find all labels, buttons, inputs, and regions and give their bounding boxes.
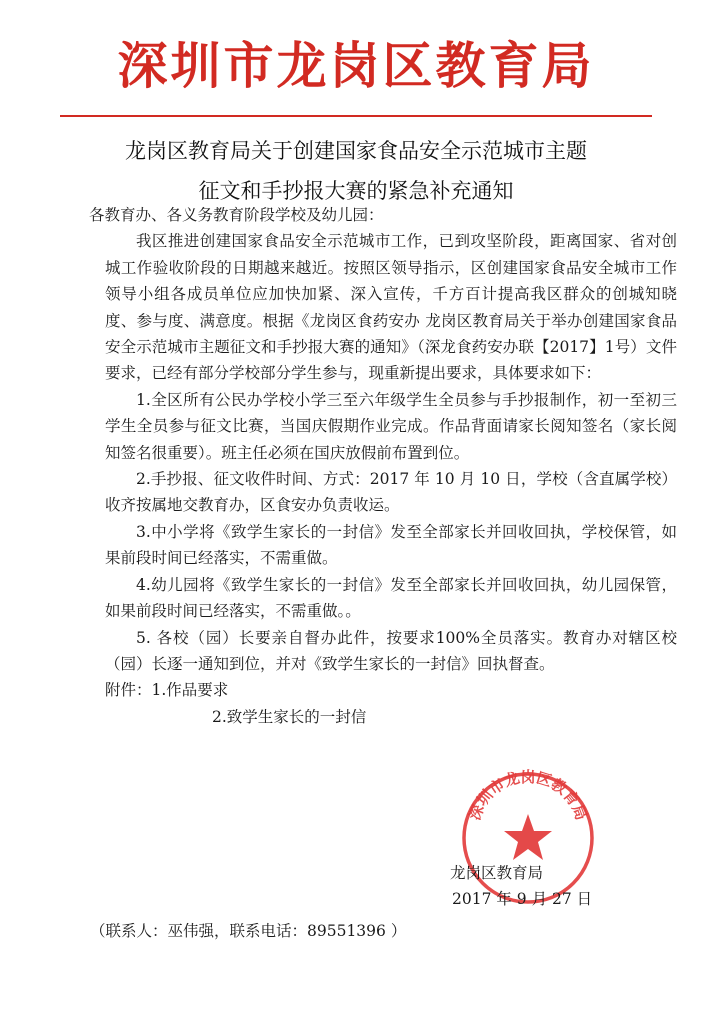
masthead-divider [60,115,652,117]
requirement-item-3: 3.中小学将《致学生家长的一封信》发至全部家长并回收回执，学校保管，如果前段时间已经落实，不需重做。 [105,522,677,568]
requirement-item-4: 4.幼儿园将《致学生家长的一封信》发至全部家长并回收回执，幼儿园保管，如果前段时间已经落实，不需重做。。 [105,575,677,621]
issue-date: 2017 年 9 月 27 日 [452,890,593,908]
attachment-2: 2.致学生家长的一封信 [212,707,367,726]
masthead-title: 深圳市龙岗区教育局 [117,36,595,95]
document-title-line-2: 征文和手抄报大赛的紧急补充通知 [198,179,514,203]
signer: 龙岗区教育局 [450,864,544,882]
requirement-item-2: 2.手抄报、征文收件时间、方式：2017 年 10 月 10 日，学校（含直属学校）收齐按属地交教育办，区食安办负责收运。 [105,470,677,515]
svg-text:深圳市龙岗区教育局: 深圳市龙岗区教育局 [465,768,591,823]
requirement-item-1: 1.全区所有公民办学校小学三至六年级学生全员参与手抄报制作，初一至初三学生全员参与征文比赛，当国庆假期作业完成。作品背面请家长阅知签名（家长阅知签名很重要）。班主任必须在国庆放假前布置到位。 [105,390,677,462]
contact-info: （联系人：巫伟强，联系电话：89551396 ） [90,922,407,940]
salutation: 各教育办、各义务教育阶段学校及幼儿园： [89,206,384,224]
document-body [89,202,677,730]
attachment-1: 附件：1.作品要求 [105,681,229,700]
document-title-line-1: 龙岗区教育局关于创建国家食品安全示范城市主题 [125,139,587,163]
requirement-item-5: 5. 各校（园）长要亲自督办此件，按要求100%全员落实。教育办对辖区校（园）长逐一通知到位，并对《致学生家长的一封信》回执督查。 [105,628,677,673]
body-paragraph: 我区推进创建国家食品安全示范城市工作，已到攻坚阶段，距离国家、省对创城工作验收阶段的日期越来越近。按照区领导指示，区创建国家食品安全城市工作领导小组各成员单位应加快加紧、深入宣传，千方百计提高我区群众的创城知晓度、参与度、满意度。根据《龙岗区食药安办 龙岗区教育局关于举办创建国家食品安全示范城市主题征文和手抄报大赛的通知》（深龙食药安办联【2017】1号）文件要求，已经有部分学校部分学生参与，现重新提出要求，具体要求如下： [105,232,677,383]
